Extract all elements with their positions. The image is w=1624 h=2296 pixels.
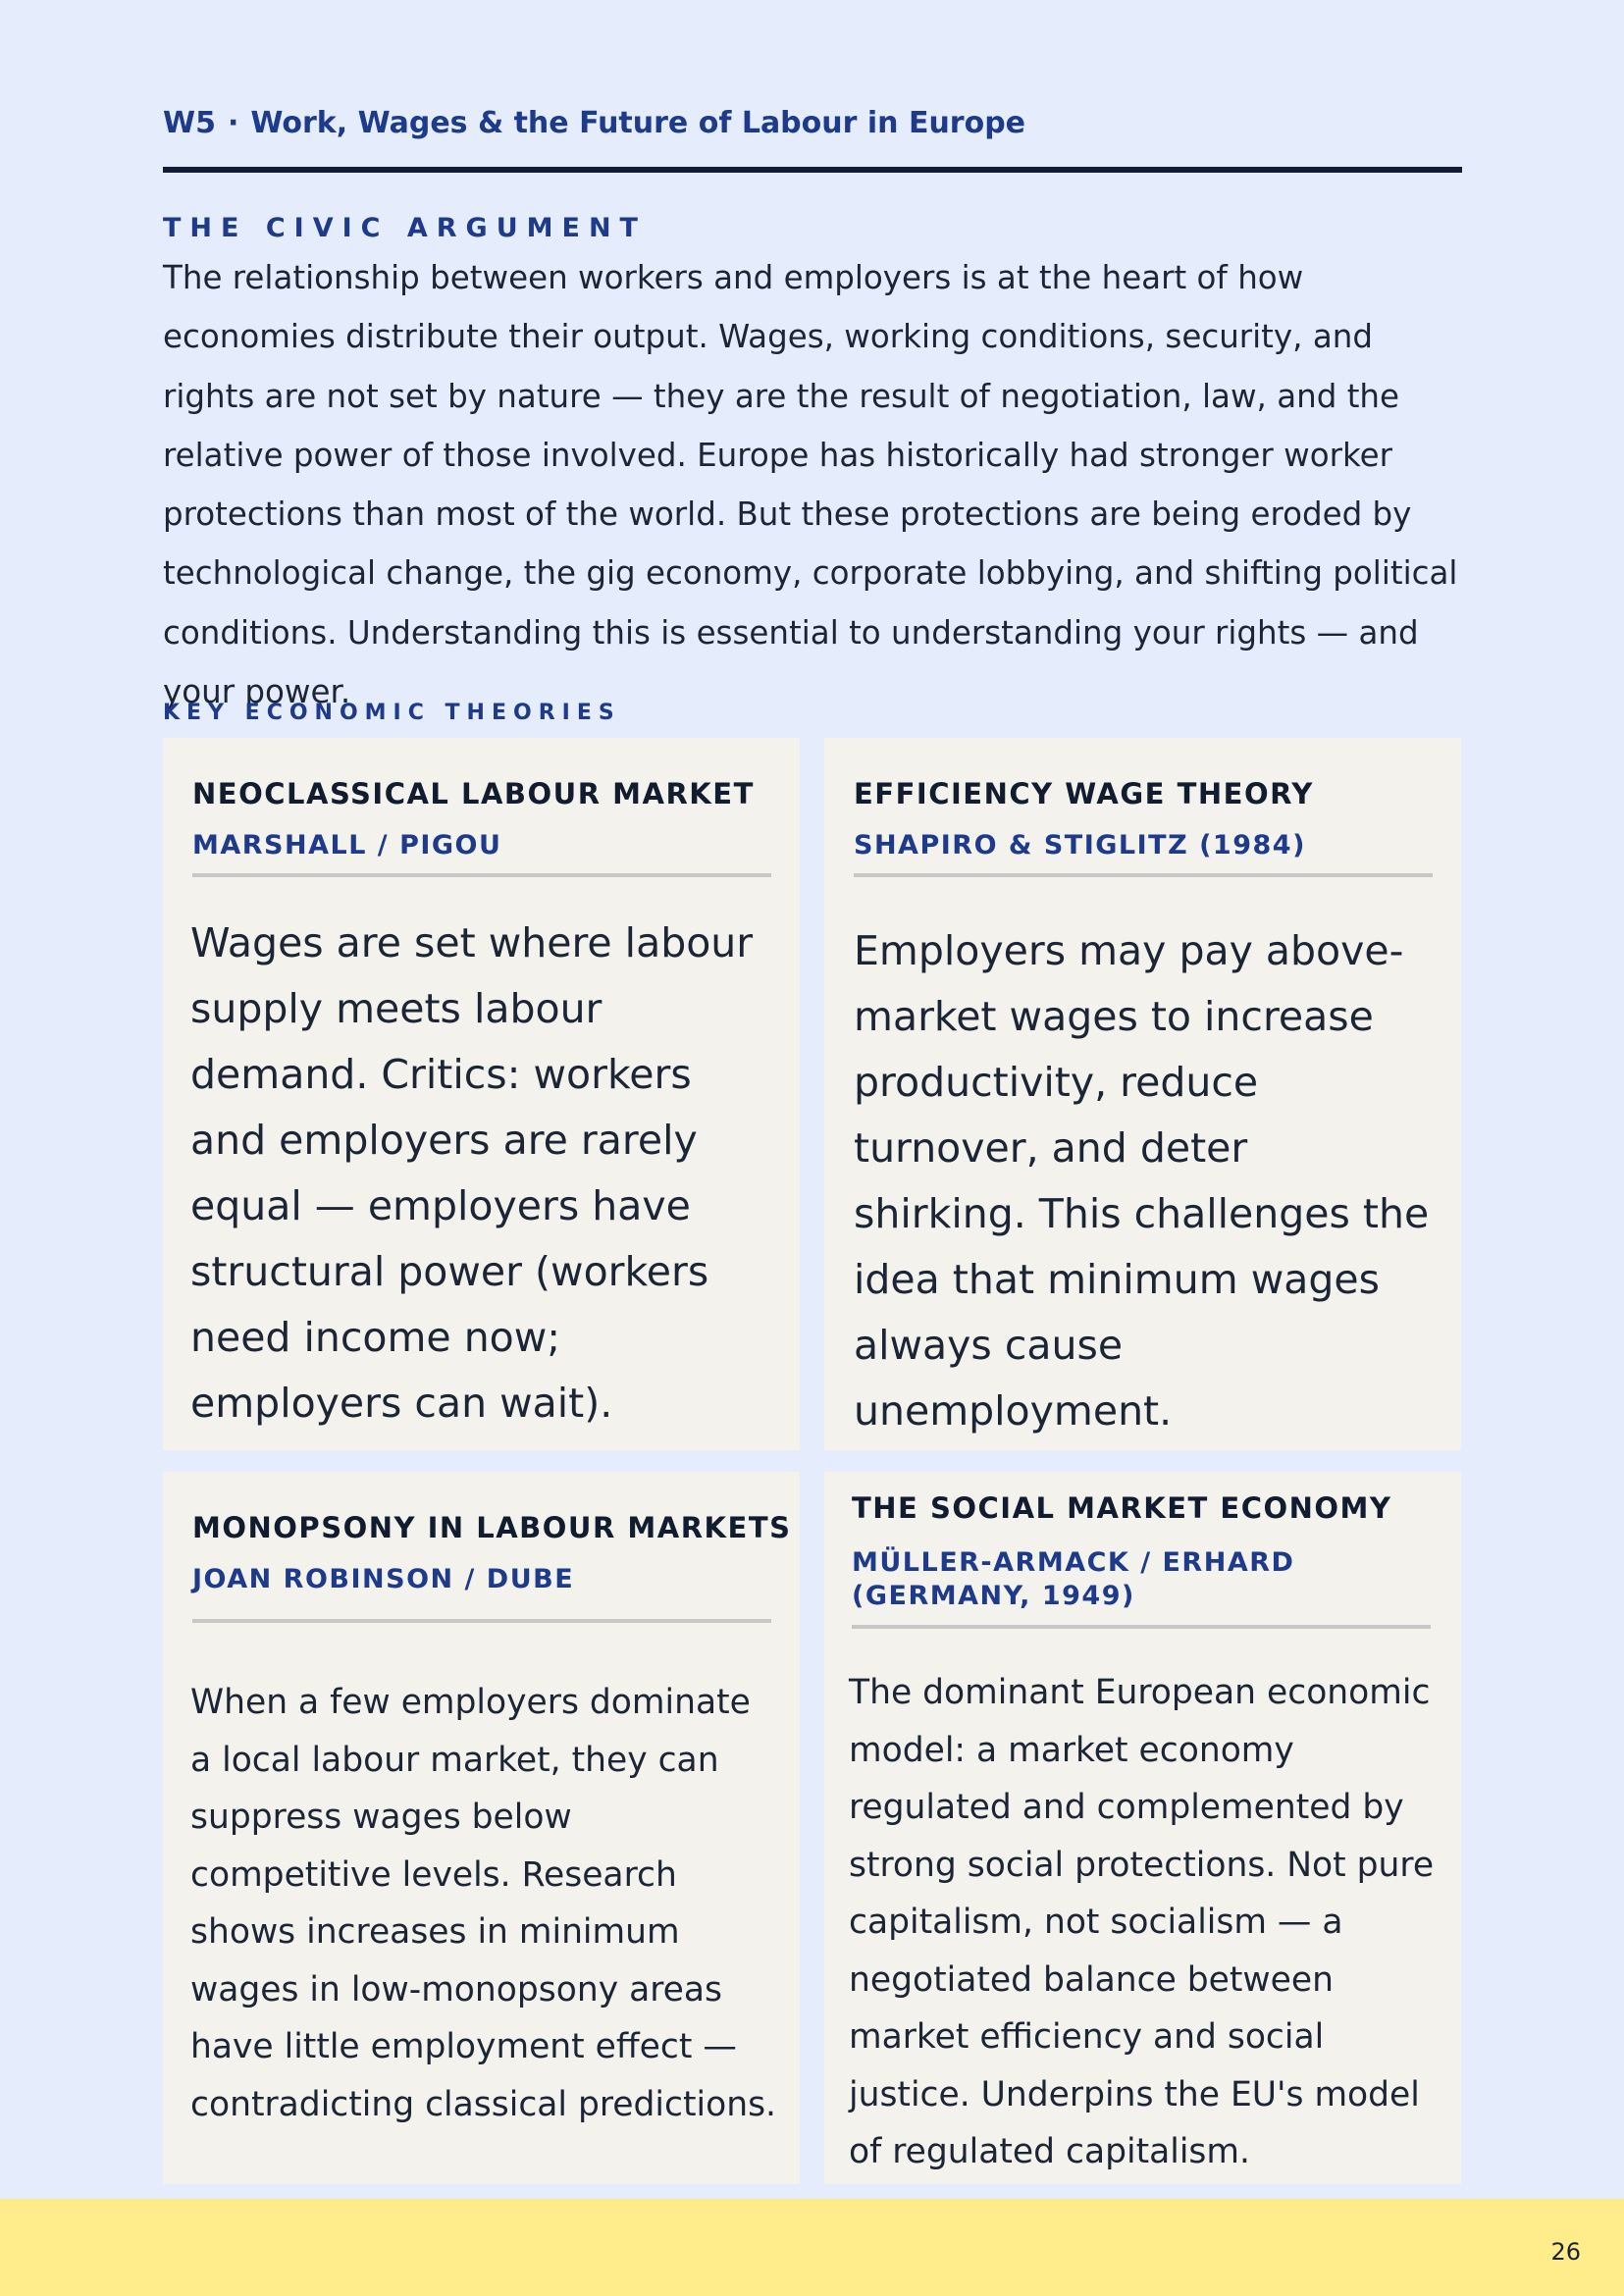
theory-card-body: The dominant European economic model: a market economy regulated and complemented by strong social protections. Not pure capitalism, not socialism — a negotiated balance between market efficiency and social justice. Underpins the EU's model of regulated capitalism. [849, 1673, 1435, 2171]
theory-card-author: SHAPIRO & STIGLITZ (1984) [854, 830, 1306, 861]
theory-card-efficiency-wage [824, 738, 1461, 1450]
theory-card-title: THE SOCIAL MARKET ECONOMY [852, 1491, 1392, 1525]
key-theories-heading: KEY ECONOMIC THEORIES [163, 701, 621, 725]
theory-card-author: MARSHALL / PIGOU [192, 830, 502, 861]
theory-card-social-market [824, 1472, 1461, 2184]
theory-card-body: When a few employers dominate a local labour market, they can suppress wages below competitive levels. Research shows increases in minimum wages in low-monopsony areas have little employment effect — contradicting classical predictions. [190, 1683, 777, 2124]
theory-card-body: Wages are set where labour supply meets labour demand. Critics: workers and employers are rarely equal — employers have structural power (workers need income now; employers can wait). [190, 919, 754, 1427]
civic-argument-heading: THE CIVIC ARGUMENT [163, 213, 647, 243]
page-number: 26 [1550, 2238, 1581, 2266]
theory-card-divider [192, 873, 771, 877]
page-header [163, 106, 1462, 140]
theory-card-monopsony [163, 1472, 800, 2184]
theory-card-author: JOAN ROBINSON / DUBE [192, 1564, 575, 1594]
theory-card-body: Employers may pay above-market wages to increase productivity, reduce turnover, and deter shirking. This challenges the idea that minimum wages always cause unemployment. [854, 927, 1430, 1435]
theory-card-title: MONOPSONY IN LABOUR MARKETS [192, 1511, 792, 1544]
header-separator: · [227, 106, 239, 140]
theory-card-neoclassical [163, 738, 800, 1450]
section-title: Work, Wages & the Future of Labour in Europe [250, 106, 1026, 140]
theory-card-title: EFFICIENCY WAGE THEORY [854, 777, 1314, 810]
theory-card-divider [192, 1619, 771, 1623]
theory-card-title: NEOCLASSICAL LABOUR MARKET [192, 777, 755, 810]
theory-card-author: MÜLLER-ARMACK / ERHARD (GERMANY, 1949) [852, 1547, 1295, 1611]
theory-card-divider [854, 873, 1433, 877]
page-footer [0, 2199, 1624, 2296]
theory-card-divider [852, 1625, 1431, 1629]
header-rule [163, 167, 1462, 173]
section-code: W5 [163, 106, 216, 140]
civic-argument-text: The relationship between workers and employers is at the heart of how economies distribute their output. Wages, working conditions, security, and rights are not set by nature — they are the result of negotiation, law, and the relative power of those involved. Europe has historically had stronger worker protections than most of the world. But these protections are being eroded by technological change, the gig economy, corporate lobbying, and shifting political conditions. Understanding this is essential to understanding your rights — and your power. [163, 259, 1458, 711]
